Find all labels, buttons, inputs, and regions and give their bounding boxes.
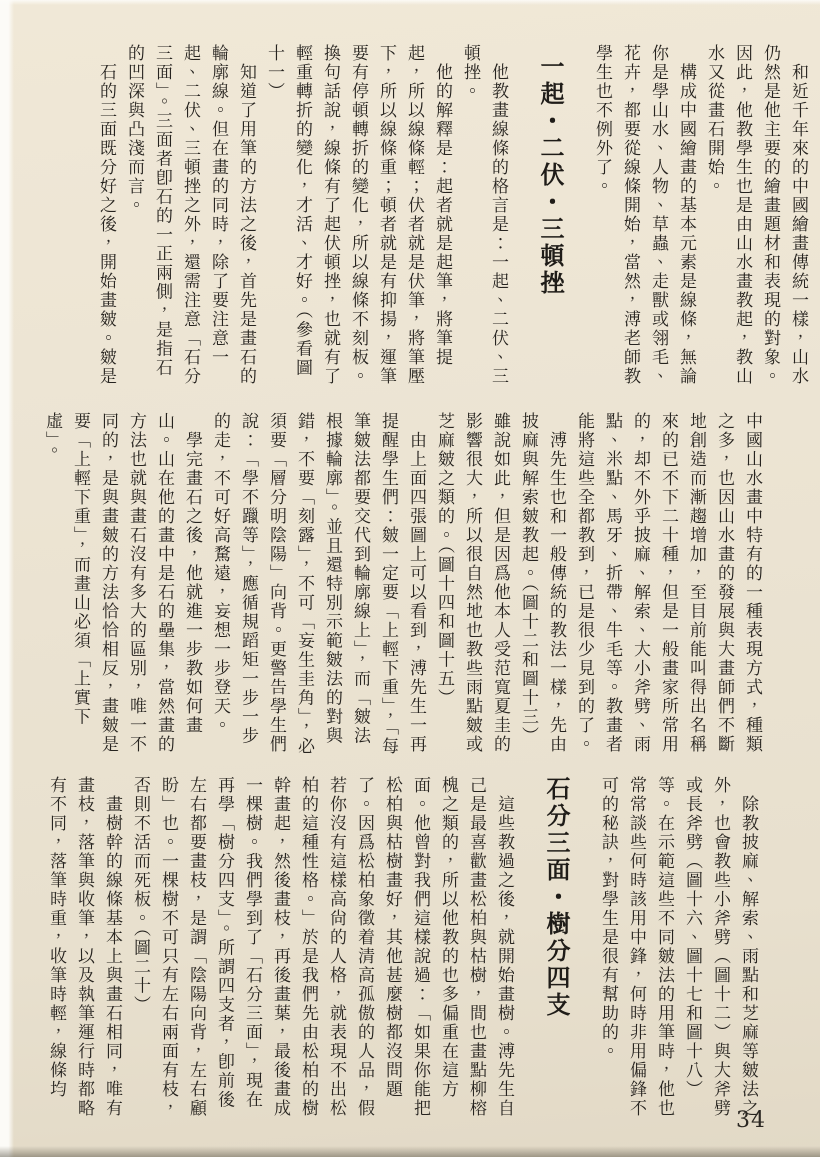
paragraph-cun-start: 石的三面既分好之後，開始畫皴。皴是 — [96, 63, 116, 386]
page-number: 34 — [736, 1108, 766, 1133]
section-heading-shi-fen-san-mian: 石分三面・樹分四支 — [542, 776, 571, 1019]
section-heading-qi-fu-duncuo: 一起・二伏・三頓挫 — [536, 54, 565, 297]
scan-edge-top — [0, 0, 820, 5]
paragraph-line-as-element: 構成中國繪畫的基本元素是線條，無論你是學山水、人物、草蟲、走獸或翎毛、花卉，都要從線條開始，當然，溥老師教學生也不例外了。 — [592, 44, 696, 386]
paragraph-maxim-explanation: 他的解釋是：起者就是起筆，將筆提起，所以線條輕；伏者就是伏筆，將筆壓下，所以線條重；頓者就是有抑揚，運筆要有停頓轉折的變化，所以線條不刻板。換句話說，線條有了起伏頓挫，也就有了輕重轉折的變化，才活、才好。（參看圖十一） — [264, 44, 452, 386]
text-band-bottom — [42, 776, 762, 1121]
paragraph-cun-rules: 由上面四張圖上可以看到，溥先生一再提醒學生們：皴一定要「上輕下重」，「每筆皴法都要交代到輪廓線上」，而「皴法根據輪廓」。並且還特別示範皴法的對與錯，不要「刻露」，不可「妄生圭角」，必須要「層分明陰陽」向背。更警告學生們說：「學不躐等」，應循規蹈矩一步一步的走，不可好高騖遠，妄想一步登天。 — [210, 412, 426, 756]
paragraph-painting-trees: 這些教過之後，就開始畫樹。溥先生自己是最喜歡畫松柏與枯樹，間也畫點柳榕槐之類的，所以他教的也多偏重在這方面。他曾對我們這樣說過：「如果你能把松柏與枯樹畫好，其他甚麼樹都沒問題了。因爲松柏象徵着清高孤傲的人品，假若你沒有這樣高尙的人格，就表現不出松柏的這種性格。」於是我們先由松柏的樹幹畫起，然後畫枝，再後畫葉，最後畫成一棵樹。我們學到了「石分三面」，現在再學「樹分四支」。所謂四支者，卽前後左右都要畫枝，是謂「陰陽向背，左右顧盼」也。一棵樹不可只有左右兩面有枝，否則不活而死板。（圖二十） — [130, 776, 514, 1118]
scan-edge-bottom — [0, 1146, 820, 1157]
paragraph-tradition-intro: 和近千年來的中國繪畫傳統一樣，山水仍然是他主要的繪畫題材和表現的對象。因此，他教學生也是由山水畫教起，教山水又從畫石開始。 — [704, 44, 808, 386]
paragraph-cun-types: 中國山水畫中特有的一種表現方式，種類之多，也因山水畫的發展與大畫師們不斷地創造而漸趨增加，至目前能叫得出名稱來的已不下二十種，但是一般畫家所常用的，却不外乎披麻、解索、大小斧劈、雨點、米點、馬牙、折帶、牛毛等。教畫者能將這些全都教到，已是很少見到的了。 — [574, 412, 762, 754]
paragraph-pu-teaching-cun: 溥先生也和一般傳統的教法一樣，先由披麻與解索皴教起。（圖十二和圖十三）雖說如此，但是因爲他本人受范寬夏圭的影響很大，所以很自然地也教些雨點皴或芝麻皴之類的。（圖十四和圖十五） — [434, 412, 566, 754]
text-band-top — [92, 44, 812, 389]
text-band-middle — [38, 412, 766, 756]
scan-edge-left — [0, 0, 14, 1157]
paragraph-stone-outline: 知道了用筆的方法之後，首先是畫石的輪廓線。但在畫的同時，除了要注意一起、二伏、三頓挫之外，還需注意「石分三面」。三面者卽石的一正兩側，是指石的凹深與凸淺而言。 — [124, 44, 256, 386]
paragraph-trunk-lines: 畫樹幹的線條基本上與畫石相同，唯有畫枝，落筆與收筆，以及執筆運行時都略有不同，落筆時重，收筆時輕，線條均 — [46, 776, 122, 1118]
paragraph-painting-mountain: 學完畫石之後，他就進一步教如何畫山。山在他的畫中是石的壘集，當然畫的方法也就與畫石沒有多大的區別，唯一不同的，是與畫皴的方法恰恰相反，畫皴是要「上輕下重」，而畫山必須「上實下虛」。 — [42, 412, 202, 754]
paragraph-line-maxim: 他教畫線條的格言是：一起、二伏、三頓挫。 — [460, 44, 508, 386]
paragraph-axe-cut-strokes: 除教披麻、解索、雨點和芝麻等皴法之外，也會教些小斧劈（圖十二）與大斧劈或長斧劈（圖十六、圖十七和圖十八）等。在示範這些不同皴法的用筆時，他也常常談些何時該用中鋒，何時非用偏鋒不可的秘訣，對學生是很有幫助的。 — [598, 776, 758, 1118]
